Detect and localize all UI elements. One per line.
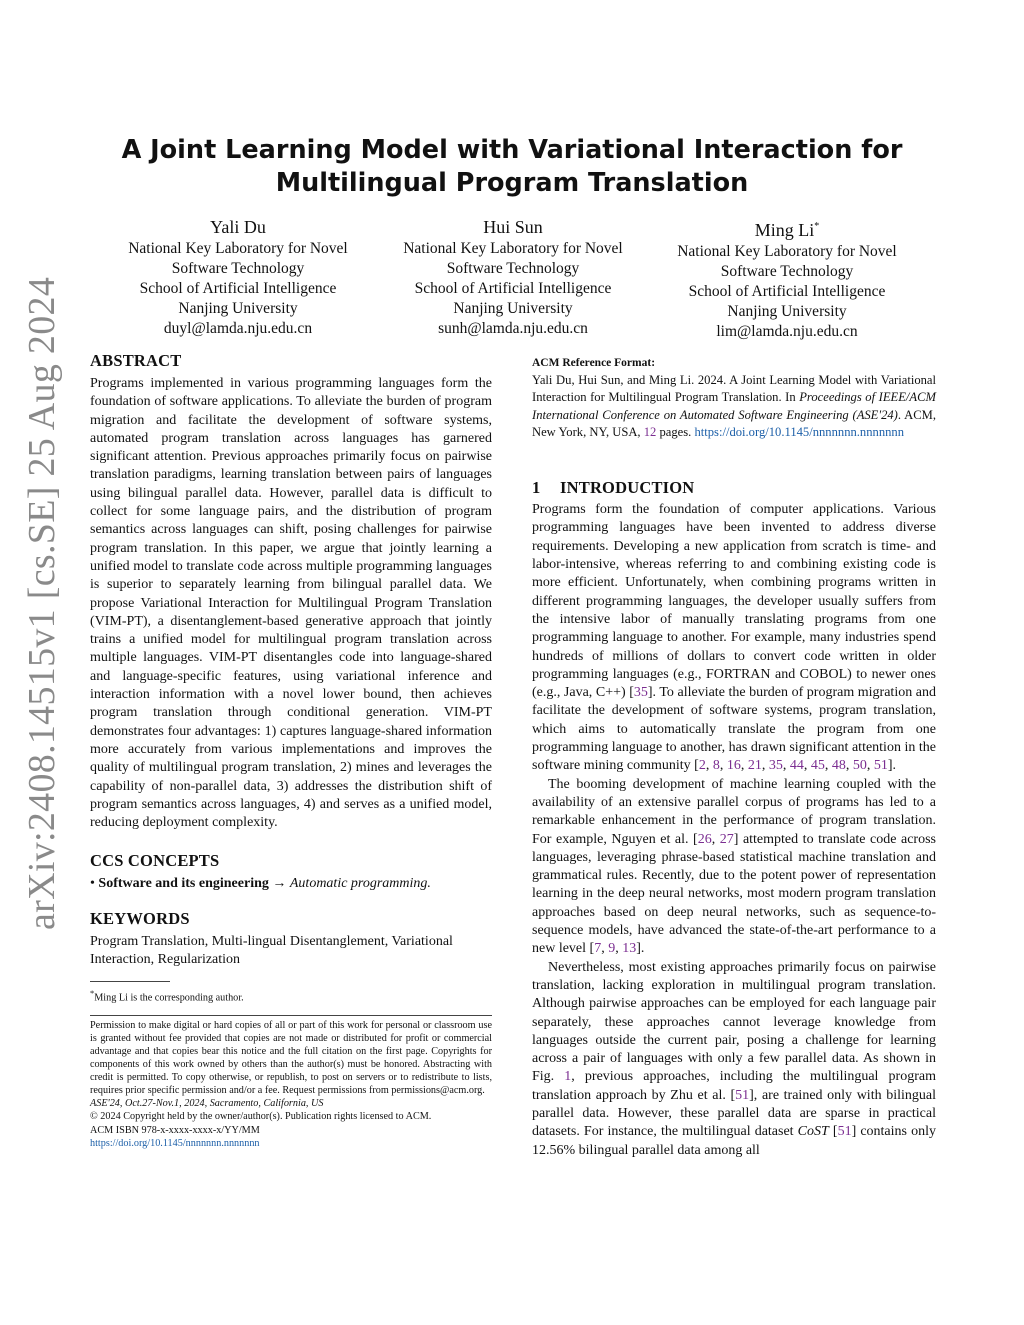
acm-ref-part: Yali Du, Hui Sun, and Ming Li. 2024. A Joint Learning Model with Variational Interaction for Multilingual Program Translation. In xyxy=(532,373,936,405)
intro-paragraph-3 xyxy=(532,959,936,1160)
citation-separator: , xyxy=(845,758,853,774)
intro-paragraph-1 xyxy=(532,501,936,775)
citation-link[interactable]: 51 xyxy=(735,1087,750,1103)
footnote-text: Ming Li is the corresponding author. xyxy=(94,992,244,1004)
section-title: INTRODUCTION xyxy=(560,478,695,498)
citation-link[interactable]: 51 xyxy=(873,758,888,774)
author-affiliation-line: Nanjing University xyxy=(453,300,573,317)
acm-reference-text xyxy=(532,372,936,441)
citation-separator: , xyxy=(719,758,727,774)
citation-link[interactable]: 45 xyxy=(810,758,825,774)
citation-link[interactable]: 16 xyxy=(726,758,741,774)
author-affiliation-line: School of Artificial Intelligence xyxy=(414,280,612,297)
paragraph-text: ], are trained only with bilingual parallel data. However, these parallel data are sparse in practical datasets. For instance, the multilingual dataset xyxy=(532,1087,936,1140)
paragraph-text: ]. To alleviate the burden of program migration and facilitate the development of software systems, program translation, which aims to automatically translate the program from one programming language to another, has drawn significant attention in the software mining community [ xyxy=(532,685,936,774)
acm-ref-doi-link[interactable]: https://doi.org/10.1145/nnnnnnn.nnnnnnn xyxy=(694,424,905,439)
keywords-heading: KEYWORDS xyxy=(90,908,190,928)
author-email[interactable]: lim@lamda.nju.edu.cn xyxy=(716,323,858,340)
citation-link[interactable]: 27 xyxy=(719,831,734,847)
paragraph-text: ]. xyxy=(887,758,896,774)
author-affiliation-line: School of Artificial Intelligence xyxy=(139,280,337,297)
author-affiliation-line: National Key Laboratory for Novel xyxy=(403,240,623,257)
left-column xyxy=(90,350,492,1150)
citation-separator: , xyxy=(803,758,811,774)
footnote-mark: * xyxy=(90,988,95,999)
author-email[interactable]: sunh@lamda.nju.edu.cn xyxy=(438,320,588,337)
author-name: Yali Du xyxy=(210,217,266,237)
ccs-bullet: • xyxy=(90,876,95,892)
citation-separator: , xyxy=(824,758,832,774)
abstract-heading: ABSTRACT xyxy=(90,351,182,370)
ccs-concept-main: Software and its engineering xyxy=(98,876,269,892)
right-column xyxy=(532,356,936,1160)
acm-ref-part: . ACM, New York, NY, USA, xyxy=(532,407,936,439)
isbn-line: ACM ISBN 978-x-xxxx-xxxx-x/YY/MM xyxy=(90,1124,260,1136)
citation-link[interactable]: 48 xyxy=(831,758,846,774)
conference-venue: ASE'24, Oct.27-Nov.1, 2024, Sacramento, California, US xyxy=(90,1098,324,1110)
citation-separator: , xyxy=(601,941,609,957)
title-line-1: A Joint Learning Model with Variational Interaction for xyxy=(121,135,903,165)
keywords-text: Program Translation, Multi-lingual Disentanglement, Variational Interaction, Regularization xyxy=(90,933,453,968)
citation-link[interactable]: 35 xyxy=(768,758,783,774)
author-block-3 xyxy=(652,215,922,342)
author-affiliation-line: Software Technology xyxy=(720,263,854,280)
copyright-line: © 2024 Copyright held by the owner/author(s). Publication rights licensed to ACM. xyxy=(90,1111,432,1123)
paragraph-text: , previous approaches, including the multilingual program translation approach by Zhu et al. [ xyxy=(532,1069,936,1103)
author-affiliation-line: Software Technology xyxy=(446,260,580,277)
author-block-1 xyxy=(103,215,373,339)
title-line-2: Multilingual Program Translation xyxy=(275,168,749,198)
author-affiliation-line: School of Artificial Intelligence xyxy=(688,283,886,300)
ccs-heading: CCS CONCEPTS xyxy=(90,851,220,871)
author-affiliation-line: Nanjing University xyxy=(178,300,298,317)
author-affiliation-line: National Key Laboratory for Novel xyxy=(128,240,348,257)
citation-link[interactable]: 2 xyxy=(698,758,706,774)
dataset-name: CoST xyxy=(797,1124,829,1140)
author-affiliation-line: National Key Laboratory for Novel xyxy=(677,243,897,260)
citation-link[interactable]: 35 xyxy=(633,685,648,701)
paragraph-text: The booming development of machine learning coupled with the availability of an extensive parallel corpus of programs has led to a remarkable enhancement in the performance of program translation. For example, Nguyen et al. [ xyxy=(532,776,936,847)
author-block-2 xyxy=(378,215,648,339)
citation-link[interactable]: 51 xyxy=(837,1124,852,1140)
citation-link[interactable]: 13 xyxy=(622,941,637,957)
citation-link[interactable]: 8 xyxy=(712,758,720,774)
paragraph-text: ]. xyxy=(636,941,645,957)
permission-text: Permission to make digital or hard copies of all or part of this work for personal or classroom use is granted without fee provided that copies are not made or distributed for profit or commercial advantage and that copies bear this notice and the full citation on the first page. Copyrights for components of this work owned by others than the author(s) must be honored. Abstracting with credit is permitted. To copy otherwise, or republish, to post on servers or to redistribute to lists, requires prior specific permission and/or a fee. Request permissions from permissions@acm.org. xyxy=(90,1019,492,1097)
acm-ref-proceedings: Proceedings of IEEE/ACM International Conference on Automated Software Engineering (ASE'24) xyxy=(532,390,936,422)
figure-link[interactable]: 1 xyxy=(564,1069,572,1085)
arxiv-stamp: arXiv:2408.14515v1 [cs.SE] 25 Aug 2024 xyxy=(21,276,63,930)
citation-separator: , xyxy=(711,831,720,847)
paragraph-text: ] attempted to translate code across languages, leveraging phrase-based statistical machine translation and grammatical rules. Recently, due to the potent power of representation learning in the deep neural networks, most modern program translation approaches based on deep neural networks, such as sequence-to-sequence models, have advanced the state-of-the-art performance to a new level [ xyxy=(532,831,936,957)
ccs-arrow: → xyxy=(268,876,290,892)
intro-paragraph-2 xyxy=(532,776,936,959)
citation-separator: , xyxy=(866,758,874,774)
paragraph-text: [ xyxy=(828,1124,838,1140)
ccs-concept xyxy=(90,875,492,893)
author-affiliation-line: Nanjing University xyxy=(727,303,847,320)
citation-link[interactable]: 9 xyxy=(608,941,616,957)
introduction-heading xyxy=(532,477,936,499)
citation-separator: , xyxy=(615,941,623,957)
citation-separator: , xyxy=(740,758,748,774)
paragraph-text: Nevertheless, most existing approaches primarily focus on pairwise translation, lacking exploration in multilingual program translation. Although pairwise approaches can be employed for each language pair separately, these approaches cannot leverage knowledge from languages outside the current pair, posing a challenge for learning across a pair of languages with only a few parallel data. As shown in Fig. xyxy=(532,959,936,1085)
paragraph-text: ] contains only 12.56% bilingual parallel data among all xyxy=(532,1124,936,1158)
citation-separator: , xyxy=(761,758,769,774)
citation-group xyxy=(699,758,888,773)
corresponding-author-mark: * xyxy=(814,221,820,232)
section-number: 1 xyxy=(532,478,541,498)
citation-separator: , xyxy=(705,758,713,774)
citation-separator: , xyxy=(782,758,790,774)
citation-link[interactable]: 26 xyxy=(697,831,712,847)
citation-link[interactable]: 50 xyxy=(852,758,867,774)
acm-reference-heading: ACM Reference Format: xyxy=(532,357,656,369)
acm-ref-part: pages. xyxy=(656,424,695,439)
permission-rule xyxy=(90,1015,492,1016)
abstract-text: Programs implemented in various programming languages form the foundation of software applications. To alleviate the burden of program migration and facilitate the development of software systems, automated program translation across languages has garnered significant attention. Previous approaches primarily focus on pairwise translation paradigms, learning translation between pairs of languages using bilingual parallel data. However, parallel data is difficult to collect for some language pairs, and the distribution of program semantics across languages can shift, posing challenges for pairwise program translation. In this paper, we argue that jointly learning a unified model to translate code across multiple programming languages is superior to separately learning from bilingual parallel data. We propose Variational Interaction for Multilingual Program Translation (VIM-PT), a disentanglement-based generative approach that jointly trains a unified model for multilingual program translation across multiple languages. VIM-PT disentangles code into language-shared and language-specific features, using variational inference and interaction information with a novel lower bound, then achieves program translation through conditional generation. VIM-PT demonstrates four advantages: 1) captures language-shared information more accurately from various implementations and improves the quality of multilingual program translation, 2) mines and leverages the capability of non-parallel data, 3) addresses the distribution shift of program semantics across languages, 4) and serves as a unified model, reducing deployment complexity. xyxy=(90,376,492,831)
author-name: Hui Sun xyxy=(483,217,543,237)
acm-ref-pages-link[interactable]: 12 xyxy=(643,424,657,439)
footnote xyxy=(90,987,492,1004)
author-affiliation-line: Software Technology xyxy=(171,260,305,277)
author-email[interactable]: duyl@lamda.nju.edu.cn xyxy=(163,320,313,337)
paragraph-text: Programs form the foundation of computer applications. Various programming languages have been invented to address diverse requirements. Developing a new application from scratch is time- and labor-intensive, whereas referring to and combining existing code is more efficient. Unfortunately, when combining programs written in different programming languages, the developer usually suffers from the intensive labor of manually translating programs from one programming language to another. For example, many industries spend hundreds of millions of dollars to convert code written in older programming languages (e.g., FORTRAN and COBOL) to newer ones (e.g., Java, C++) [ xyxy=(532,502,936,701)
citation-link[interactable]: 21 xyxy=(747,758,762,774)
author-name: Ming Li* xyxy=(754,220,820,240)
citation-group xyxy=(594,941,636,956)
doi-link[interactable]: https://doi.org/10.1145/nnnnnnn.nnnnnnn xyxy=(90,1137,260,1149)
citation-link[interactable]: 7 xyxy=(594,941,602,957)
citation-link[interactable]: 44 xyxy=(789,758,804,774)
ccs-concept-sub: Automatic programming. xyxy=(289,876,431,892)
paper-title xyxy=(0,134,1024,200)
